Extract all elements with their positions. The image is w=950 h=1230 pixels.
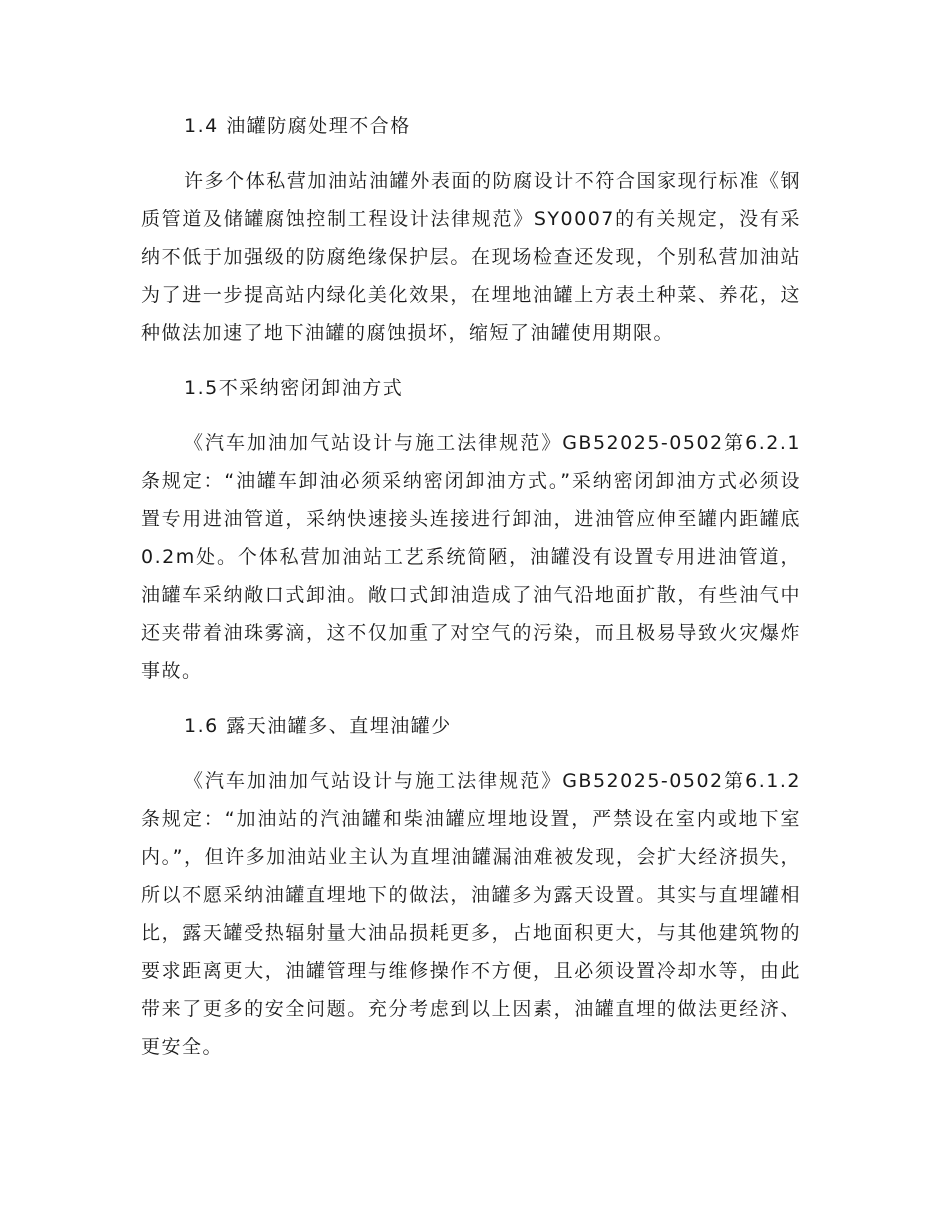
section-paragraph-1-5: 《汽车加油加气站设计与施工法律规范》GB52025-0502第6.2.1条规定：“油罐车卸油必须采纳密闭卸油方式。”采纳密闭卸油方式必须设置专用进油管道，采纳快速接头连接进行卸油，进油管应伸至罐内距罐底0.2m处。个体私营加油站工艺系统简陋，油罐没有设置专用进油管道，油罐车采纳敞口式卸油。敞口式卸油造成了油气沿地面扩散，有些油气中还夹带着油珠雾滴，这不仅加重了对空气的污染，而且极易导致火灾爆炸事故。 [141, 432, 801, 682]
section-paragraph-1-4: 许多个体私营加油站油罐外表面的防腐设计不符合国家现行标准《钢质管道及储罐腐蚀控制工程设计法律规范》SY0007的有关规定，没有采纳不低于加强级的防腐绝缘保护层。在现场检查还发现，个别私营加油站为了进一步提高站内绿化美化效果，在埋地油罐上方表土种菜、养花，这种做法加速了地下油罐的腐蚀损坏，缩短了油罐使用期限。 [141, 170, 801, 344]
section-paragraph-1-6: 《汽车加油加气站设计与施工法律规范》GB52025-0502第6.1.2条规定：“加油站的汽油罐和柴油罐应埋地设置，严禁设在室内或地下室内。”，但许多加油站业主认为直埋油罐漏油难被发现，会扩大经济损失，所以不愿采纳油罐直埋地下的做法，油罐多为露天设置。其实与直埋罐相比，露天罐受热辐射量大油品损耗更多，占地面积更大，与其他建筑物的要求距离更大，油罐管理与维修操作不方便，且必须设置冷却水等，由此带来了更多的安全问题。充分考虑到以上因素，油罐直埋的做法更经济、更安全。 [141, 770, 801, 1058]
document-body [141, 107, 801, 1083]
section-heading-1-6: 1.6 露天油罐多、直埋油罐少 [184, 715, 452, 737]
section-heading-1-4: 1.4 油罐防腐处理不合格 [184, 115, 411, 137]
section-heading-1-5: 1.5不采纳密闭卸油方式 [184, 377, 404, 399]
